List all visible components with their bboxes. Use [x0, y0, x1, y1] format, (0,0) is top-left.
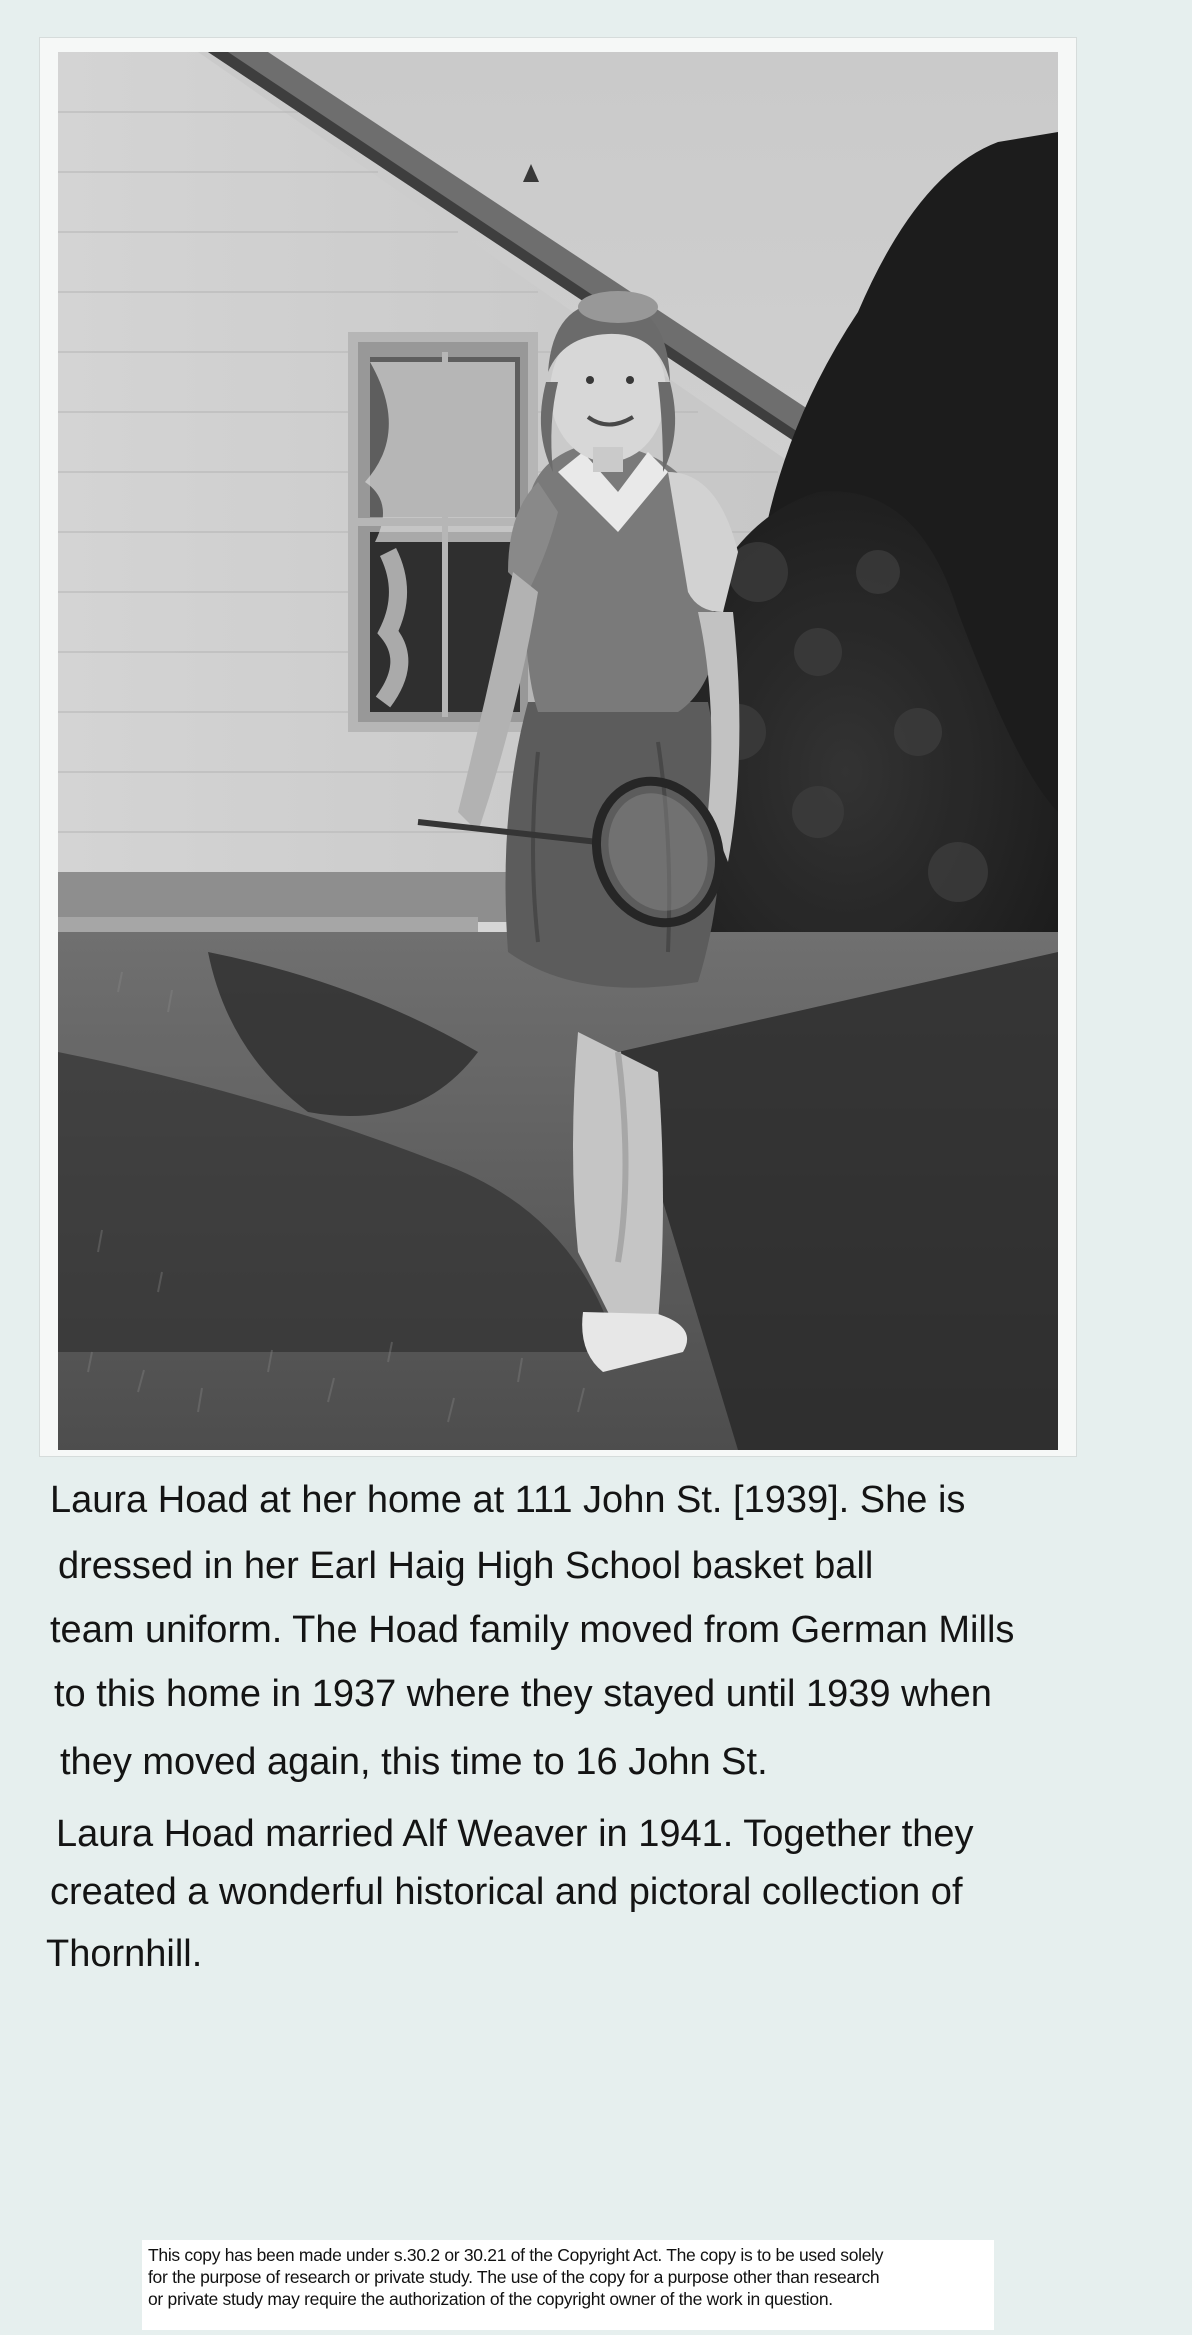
notice-line: This copy has been made under s.30.2 or 30.21 of the Copyright Act. The copy is to be used solely [148, 2245, 884, 2265]
caption-line: created a wonderful historical and pictoral collection of [50, 1871, 963, 1913]
caption-line: to this home in 1937 where they stayed until 1939 when [54, 1673, 992, 1715]
caption-line: Thornhill. [46, 1933, 203, 1975]
caption-line: dressed in her Earl Haig High School basket ball [58, 1545, 874, 1587]
notice-line: or private study may require the authorization of the copyright owner of the work in question. [148, 2289, 833, 2309]
photograph [58, 52, 1058, 1450]
notice-line: for the purpose of research or private study. The use of the copy for a purpose other than research [148, 2267, 880, 2287]
caption-line: Laura Hoad at her home at 111 John St. [1939]. She is [50, 1479, 966, 1521]
photograph-illustration [58, 52, 1058, 1450]
copyright-notice [142, 2240, 994, 2330]
caption-line: team uniform. The Hoad family moved from German Mills [50, 1609, 1015, 1651]
caption-line: Laura Hoad married Alf Weaver in 1941. Together they [56, 1813, 974, 1855]
caption-line: they moved again, this time to 16 John St. [60, 1741, 768, 1783]
